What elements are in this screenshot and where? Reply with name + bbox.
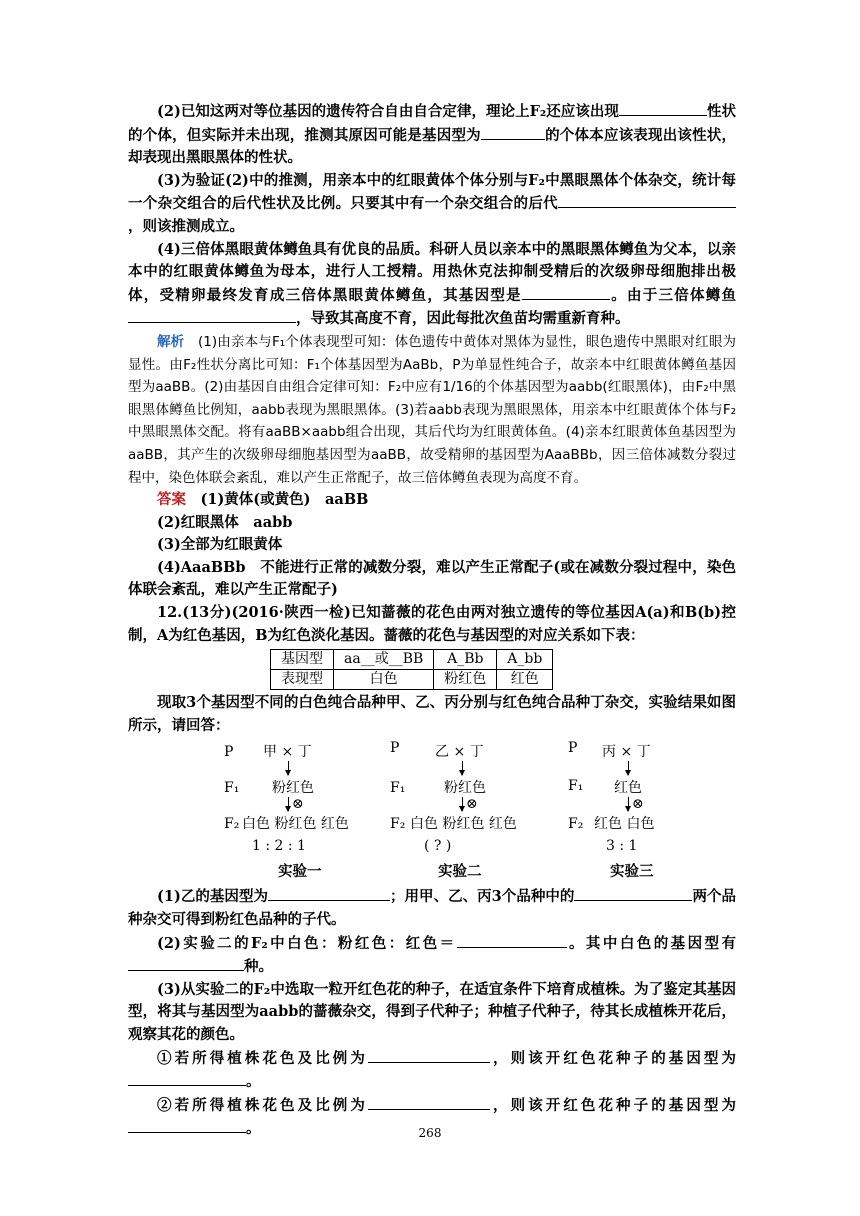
exp2-f1-label: F₁ <box>390 780 406 797</box>
cross-diagrams <box>128 737 736 855</box>
q12-c2-text-c: 。 <box>246 1120 261 1138</box>
table-row <box>271 670 553 690</box>
answer-line-2: (2)红眼黑体 aabb <box>157 513 293 531</box>
answer-blank[interactable] <box>128 307 296 323</box>
q12-s2-text-b: 。其中白色的基因型有 <box>566 934 736 952</box>
self-cross-icon: ⊗ <box>466 796 478 813</box>
q3-text-a: (3)为验证(2)中的推测，用亲本中的红眼黄体个体分别与F₂中黑眼黑体个体杂交，统计每一个杂交组合的后代性状及比例。只要其中有一个杂交组合的后代 <box>128 171 736 213</box>
q12-setup-text: 现取3个基因型不同的白色纯合品种甲、乙、丙分别与红色纯合品种丁杂交，实验结果如图所示，请回答： <box>128 694 736 734</box>
q12-s2-text-c: 种。 <box>244 958 273 976</box>
answer-blank[interactable] <box>368 1047 490 1063</box>
answer-blank[interactable] <box>128 1070 246 1086</box>
genotype-table <box>270 649 553 690</box>
answer-line-4: (4)AaaBBb 不能进行正常的减数分裂，难以产生正常配子(或在减数分裂过程中，染色体联会紊乱，难以产生正常配子) <box>128 558 736 599</box>
q12-subquestion-1 <box>128 885 736 931</box>
exp2-p-label: P <box>390 740 400 757</box>
q12-c1-text-c: 。 <box>246 1073 261 1091</box>
arrow-down-icon <box>288 761 289 775</box>
q12-case-1 <box>128 1047 736 1094</box>
exp1-f2-label: F₂ <box>224 816 240 833</box>
arrow-down-icon <box>628 761 629 775</box>
q12-subquestion-3 <box>128 979 736 1047</box>
table-cell: aa__或__BB <box>334 650 434 670</box>
exp2-f1-phenotype: 粉红色 <box>444 780 486 797</box>
page-number: 268 <box>418 1126 442 1140</box>
answer-tag: 答案 <box>157 491 186 509</box>
answer-blank[interactable] <box>128 955 244 971</box>
q3-text-b: ，则该推测成立。 <box>128 217 244 235</box>
analysis-text: (1)由亲本与F₁个体表现型可知：体色遗传中黄体对黑体为显性，眼色遗传中黑眼对红眼为显性。由F₂性状分离比可知：F₁个体基因型为AaBb，P为单显性纯合子，故亲本中红眼黄体鳟鱼基因型为aaBB。(2)由基因自由组合定律可知：F₂中应有1/16的个体基因型为aabb(红眼黑体)，由F₂中黑眼黑体鳟鱼比例知，aabb表现为黑眼黑体。(3)若aabb表现为黑眼黑体，用亲本中红眼黄体个体与F₂中黑眼黑体交配。将有aaBB×aabb组合出现，其后代均为红眼黄体鱼。(4)亲本红眼黄体鱼基因型为aaBB，其产生的次级卵母细胞基因型为aaBB，故受精卵的基因型为AaaBBb，因三倍体减数分裂过程中，染色体联会紊乱，难以产生正常配子，故三倍体鳟鱼表现为高度不育。 <box>128 333 736 486</box>
question-12-intro <box>128 602 736 647</box>
exp1-f2-phenotypes: 白色 粉红色 红色 <box>242 816 349 833</box>
q2-text-c: 的个体本应该表现出该性状，却表现出黑眼黑体的性状。 <box>128 126 737 167</box>
question-2 <box>128 100 736 170</box>
self-cross-icon: ⊗ <box>632 796 644 813</box>
question-12-setup <box>128 692 736 737</box>
q12-s3-text: (3)从实验二的F₂中选取一粒开红色花的种子，在适宜条件下培育成植株。为了鉴定其基因型，将其与基因型为aabb的蔷薇杂交，得到子代种子；种植子代种子，待其长成植株开花后，观察其花的颜色。 <box>128 980 736 1043</box>
exp1-f1-label: F₁ <box>224 780 240 797</box>
q4-text-b: 。由于三倍体鳟鱼 <box>609 286 736 304</box>
q12-s1-text-a: (1)乙的基因型为 <box>157 888 268 906</box>
exp3-f2-phenotypes: 红色 白色 <box>594 816 655 833</box>
q12-s1-text-b: ；用甲、乙、丙3个品种中的 <box>390 888 575 906</box>
q2-text-a: (2)已知这两对等位基因的遗传符合自由自合定律，理论上F₂还应该出现 <box>157 103 619 120</box>
exp2-label: 实验二 <box>438 863 482 881</box>
table-cell: A_bb <box>497 650 553 670</box>
exp2-ratio: ( ? ) <box>424 838 452 855</box>
question-3 <box>128 170 736 239</box>
exp3-ratio: 3 : 1 <box>606 838 638 855</box>
table-cell: 红色 <box>497 670 553 690</box>
q12-c2-text-b: ，则该开红色花种子的基因型为 <box>489 1096 737 1114</box>
exp3-f1-label: F₁ <box>568 778 584 795</box>
exp2-f2-label: F₂ <box>390 816 406 833</box>
analysis-block <box>128 331 736 489</box>
page-content <box>128 100 736 1141</box>
answer-line-3: (3)全部为红眼黄体 <box>157 536 283 554</box>
exp1-p-label: P <box>224 744 234 761</box>
answer-blank[interactable] <box>368 1094 490 1110</box>
q2-text-b: 性状的个体，但实际并未出现，推测其原因可能是基因型为 <box>128 103 737 144</box>
q12-s1-text-c: 两个品种杂交可得到粉红色品种的子代。 <box>128 888 737 929</box>
answer-blank[interactable] <box>457 932 567 948</box>
table-cell: 表现型 <box>271 670 334 690</box>
exp2-f2-phenotypes: 白色 粉红色 红色 <box>410 816 517 833</box>
q12-c1-text-b: ，则该开红色花种子的基因型为 <box>489 1049 737 1067</box>
q4-text-c: ，导致其高度不育，因此每批次鱼苗均需重新育种。 <box>296 310 630 328</box>
answer-blank[interactable] <box>574 885 692 901</box>
exp1-cross: 甲 × 丁 <box>263 744 312 761</box>
answer-block <box>128 489 736 602</box>
analysis-tag: 解析 <box>157 333 185 350</box>
q12-subquestion-2 <box>128 932 736 979</box>
q12-c2-text-a: ②若所得植株花色及比例为 <box>157 1096 368 1114</box>
exp3-cross: 丙 × 丁 <box>602 744 651 761</box>
exp1-label: 实验一 <box>278 863 322 881</box>
answer-blank[interactable] <box>481 124 545 140</box>
arrow-down-icon <box>462 761 463 775</box>
exp3-f2-label: F₂ <box>568 816 584 833</box>
answer-line-1: (1)黄体(或黄色) aaBB <box>200 491 369 509</box>
q4-text-a: (4)三倍体黑眼黄体鳟鱼具有优良的品质。科研人员以亲本中的黑眼黑体鳟鱼为父本，以亲本中的红眼黄体鳟鱼为母本，进行人工授精。用热休克法抑制受精后的次级卵母细胞排出极体，受精卵最终发育成三倍体黑眼黄体鳟鱼，其基因型是 <box>128 240 736 304</box>
exp1-ratio: 1 : 2 : 1 <box>252 838 306 855</box>
q12-c1-text-a: ①若所得植株花色及比例为 <box>157 1049 368 1067</box>
table-cell: 粉红色 <box>434 670 497 690</box>
table-cell: 白色 <box>334 670 434 690</box>
exp3-f1-phenotype: 红色 <box>614 780 642 797</box>
exp1-f1-phenotype: 粉红色 <box>272 780 314 797</box>
question-4 <box>128 239 736 331</box>
answer-blank[interactable] <box>558 192 736 208</box>
arrow-down-icon <box>628 797 629 811</box>
arrow-down-icon <box>462 797 463 811</box>
answer-blank[interactable] <box>268 885 390 901</box>
self-cross-icon: ⊗ <box>292 796 304 813</box>
q12-s2-text-a: (2)实验二的F₂中白色：粉红色：红色＝ <box>157 934 457 952</box>
answer-blank[interactable] <box>522 284 610 300</box>
answer-blank[interactable] <box>619 100 707 116</box>
table-cell: 基因型 <box>271 650 334 670</box>
exp2-cross: 乙 × 丁 <box>435 744 484 761</box>
exp3-p-label: P <box>568 740 578 757</box>
q12-intro-text: 12.(13分)(2016·陕西一检)已知蔷薇的花色由两对独立遗传的等位基因A(a)和B(b)控制，A为红色基因，B为红色淡化基因。蔷薇的花色与基因型的对应关系如下表： <box>128 604 736 644</box>
table-cell: A_Bb <box>434 650 497 670</box>
exp3-label: 实验三 <box>610 863 654 881</box>
arrow-down-icon <box>288 797 289 811</box>
table-row <box>271 650 553 670</box>
experiment-labels <box>128 855 736 885</box>
